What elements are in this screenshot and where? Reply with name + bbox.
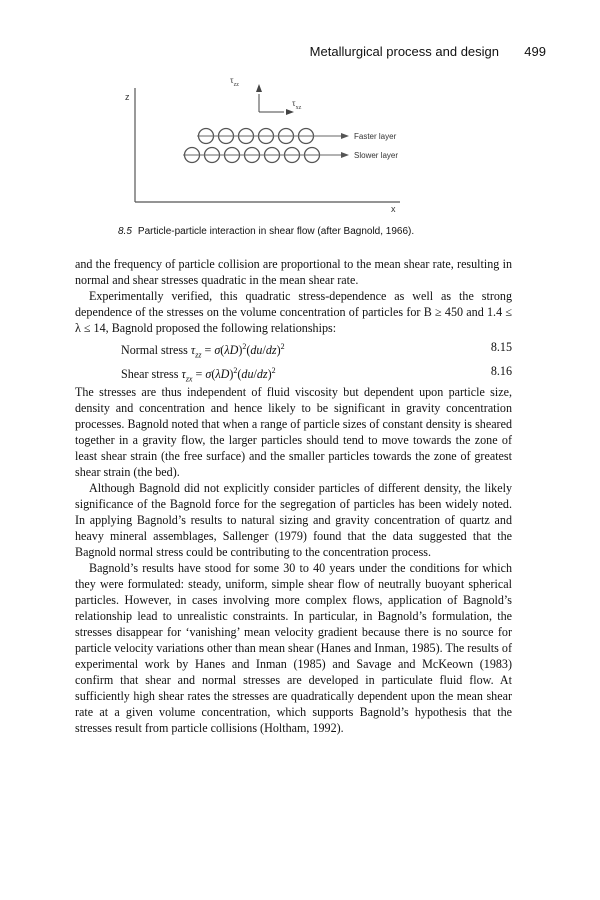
faster-layer-label: Faster layer [354,132,397,141]
tau-xz-label: $\tau_{xz}$ [292,98,302,111]
figure-caption [118,226,414,237]
equation-8-16-number: 8.16 [490,364,512,378]
faster-layer-particles [197,129,343,144]
equation-8-15-label: Normal stress [121,343,188,358]
paragraph-1: and the frequency of particle collision are proportional to the mean shear rate, resulting in normal and shear stresses quadratic in the mean shear rate. [75,257,512,287]
caption-text: Particle-particle interaction in shear flow (after Bagnold, 1966). [137,226,415,237]
slower-layer-particles [183,148,343,163]
running-title: Metallurgical process and design [309,44,499,59]
x-axis-label: x [391,204,396,214]
figure-number: 8.5 [118,226,132,237]
slower-layer-label: Slower layer [354,151,399,160]
paragraph-2: Experimentally verified, this quadratic stress-dependence as well as the strong dependence of the stresses on the volume concentration of particles for B ≥ 450 and 1.4 ≤ λ ≤ 14, Bagnold proposed the following relationships: [75,289,512,335]
equation-8-15-number: 8.15 [490,340,512,354]
paragraph-4: Although Bagnold did not explicitly consider particles of different density, the likely significance of the Bagnold force for the segregation of particles has been widely noted. In applying Bagnold’s results to natural sizing and gravity concentration of quartz and heavy mineral assemblages, Sallenger (1979) found that the data suggested that the Bagnold normal stress could be contributing to the concentration process. [75,481,512,559]
page-number: 499 [524,44,546,59]
body-text [75,256,512,736]
equation-8-15: Normal stress $\tau_{zz} = \sigma(\lambda D)^2(du/dz)^2$ 8.15 [121,340,512,360]
paragraph-3: The stresses are thus independent of fluid viscosity but dependent upon particle size, density and concentration and hence likely to be significant in gravity concentration processes. Bagnold noted that when a range of particle sizes of constant density is sheared together in a gravity flow, the larger particles should tend to move towards the zone of least shear strain (the free surface) and the smaller particles towards the zone of greatest shear strain (the bed). [75,385,512,479]
paragraph-5: Bagnold’s results have stood for some 30 to 40 years under the conditions for which they were formulated: steady, uniform, simple shear flow of neutrally buoyant spherical particles. However, in cases involving more complex flows, application of Bagnold’s relationship lead to unrealistic constraints. In particular, in Bagnold’s formulation, the stresses disappear for ‘vanishing’ mean velocity gradient because there is no source for particle velocity variations other than mean shear (Hanes and Inman, 1985). The results of experimental work by Hanes and Inman (1985) and Savage and McKeown (1983) confirm that shear and normal stresses are developed in particulate fluid flow. At sufficiently high shear rates the stresses are quadratically dependent upon the mean shear rate at a given volume concentration, which supports Bagnold’s hypothesis that the stresses result from particle collisions (Holtham, 1992). [75,561,512,735]
tau-zz-label: $\tau_{zz}$ [230,75,239,88]
equation-8-16: Shear stress $\tau_{zx} = \sigma(\lambda D)^2(du/dz)^2$ 8.16 [121,364,512,384]
equation-8-16-label: Shear stress [121,367,179,382]
z-axis-label: z [125,92,130,102]
shear-flow-figure [110,70,430,230]
